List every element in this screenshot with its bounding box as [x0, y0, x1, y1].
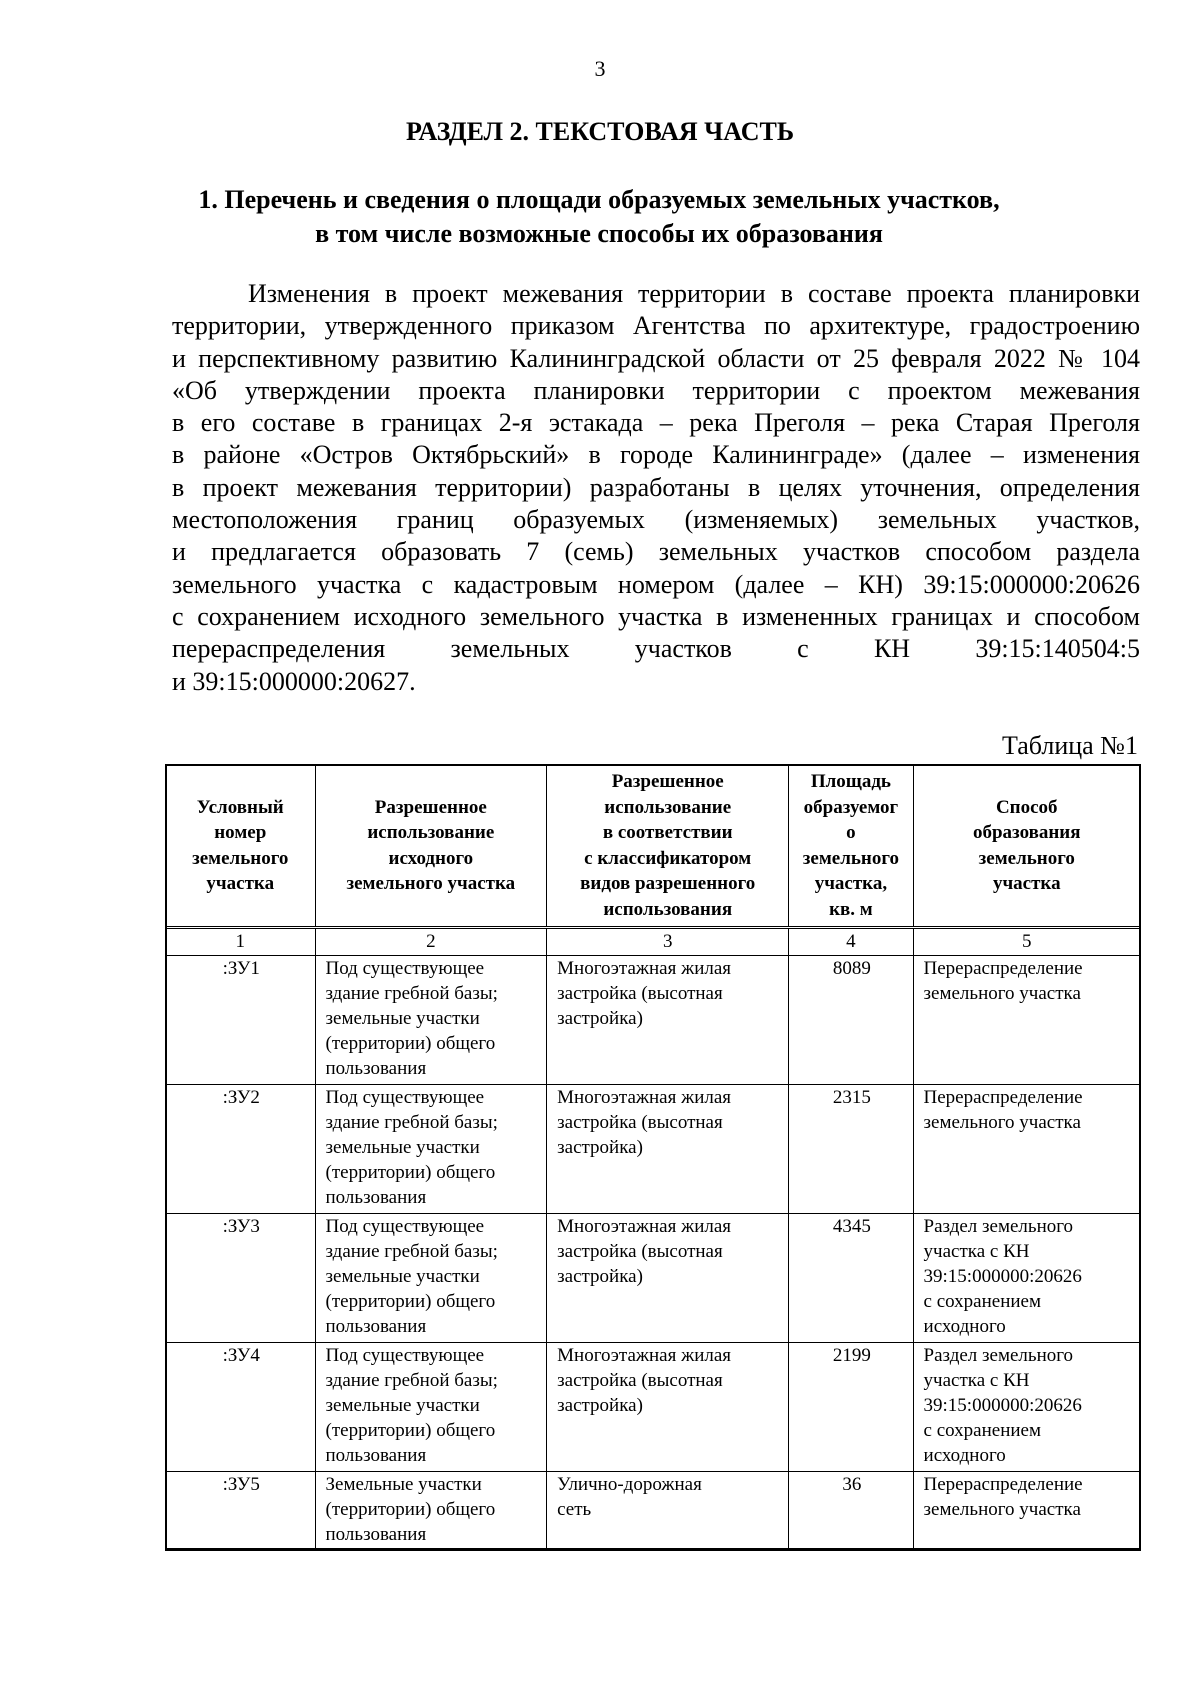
cell-line: исходного	[923, 1316, 1006, 1337]
cell-line: пользования	[325, 1445, 427, 1466]
cell-line: исходного	[388, 847, 474, 869]
paragraph-line: «Об утверждении проекта планировки территории с проектом межевания	[172, 375, 1140, 405]
cell-line: земельного	[192, 847, 289, 869]
table-row	[166, 956, 1141, 1085]
formation-method	[913, 1085, 1140, 1214]
formation-method	[913, 1214, 1140, 1343]
cell-line: Перераспределение	[923, 958, 1083, 979]
cell-line: Условный	[196, 796, 284, 818]
classifier-use	[547, 1472, 789, 1551]
formation-method	[913, 1343, 1140, 1472]
cell-line: земельного	[978, 847, 1075, 869]
plot-area: 2199	[789, 1343, 913, 1472]
cell-line: с сохранением	[923, 1420, 1042, 1441]
header-cell	[913, 765, 1140, 928]
header-cell	[789, 765, 913, 928]
cell-line: пользования	[325, 1058, 427, 1079]
section-title: РАЗДЕЛ 2. ТЕКСТОВАЯ ЧАСТЬ	[405, 117, 795, 146]
classifier-use	[547, 1343, 789, 1472]
classifier-use	[547, 956, 789, 1085]
cell-line: пользования	[325, 1524, 427, 1545]
cell-line: Способ	[995, 796, 1058, 818]
cell-line: Под существующее	[325, 1216, 485, 1237]
cell-line: видов разрешенного	[580, 873, 756, 894]
column-number: 2	[315, 928, 547, 956]
cell-line: участка с КН	[923, 1370, 1030, 1391]
cell-line: Перераспределение	[923, 1474, 1083, 1495]
cell-line: земельные участки	[325, 1395, 480, 1416]
cell-line: здание гребной базы;	[325, 983, 498, 1004]
cell-line: застройка (высотная	[557, 983, 723, 1004]
paragraph-line: и 39:15:000000:20627.	[172, 666, 416, 696]
source-use	[315, 1085, 547, 1214]
cell-line: Раздел земельного	[923, 1345, 1074, 1366]
plot-area: 8089	[789, 956, 913, 1085]
cell-line: Многоэтажная жилая	[557, 958, 732, 979]
plot-id: :ЗУ2	[166, 1085, 316, 1214]
cell-line: в соответствии	[602, 822, 733, 843]
column-number: 4	[789, 928, 913, 956]
cell-line: использования	[603, 898, 733, 920]
plot-id: :ЗУ1	[166, 956, 316, 1085]
land-plots-table	[165, 764, 1141, 1551]
body-paragraph	[172, 278, 1140, 698]
cell-line: здание гребной базы;	[325, 1112, 498, 1133]
cell-line: застройка)	[557, 1008, 643, 1029]
paragraph-line: земельного участка с кадастровым номером (далее – КН) 39:15:000000:20626	[172, 569, 1140, 599]
cell-line: Под существующее	[325, 1087, 485, 1108]
cell-line: застройка (высотная	[557, 1370, 723, 1391]
plot-id: :ЗУ4	[166, 1343, 316, 1472]
cell-line: участка,	[814, 873, 888, 894]
cell-line: образуемог	[803, 796, 899, 818]
formation-method	[913, 1472, 1140, 1551]
cell-line: земельного участка	[346, 873, 516, 894]
cell-line: застройка)	[557, 1395, 643, 1416]
cell-line: о	[846, 822, 856, 843]
classifier-use	[547, 1085, 789, 1214]
cell-line: использование	[367, 822, 495, 843]
cell-line: исходного	[923, 1445, 1006, 1466]
cell-line: Под существующее	[325, 1345, 485, 1366]
cell-line: земельные участки	[325, 1137, 480, 1158]
cell-line: Разрешенное	[374, 796, 487, 818]
header-cell	[166, 765, 316, 928]
cell-line: Раздел земельного	[923, 1216, 1074, 1237]
cell-line: с сохранением	[923, 1291, 1042, 1312]
paragraph-line: и перспективному развитию Калининградской области от 25 февраля 2022 № 104	[172, 343, 1140, 373]
subsection-title-line: 1. Перечень и сведения о площади образуемых земельных участков,	[198, 185, 1000, 214]
header-cell	[315, 765, 547, 928]
paragraph-line: территории, утвержденного приказом Агентства по архитектуре, градостроению	[172, 311, 1140, 341]
plot-area: 4345	[789, 1214, 913, 1343]
paragraph-line: перераспределения земельных участков с КН 39:15:140504:5	[172, 634, 1140, 664]
cell-line: кв. м	[829, 898, 873, 920]
table-caption: Таблица №1	[1001, 731, 1138, 760]
source-use	[315, 1472, 547, 1551]
paragraph-line: с сохранением исходного земельного участка в измененных границах и способом	[172, 601, 1140, 631]
cell-line: застройка)	[557, 1137, 643, 1158]
cell-line: пользования	[325, 1187, 427, 1208]
table-header-row	[166, 765, 1141, 928]
paragraph-line: в проект межевания территории) разработаны в целях уточнения, определения	[172, 472, 1140, 502]
source-use	[315, 1343, 547, 1472]
cell-line: Многоэтажная жилая	[557, 1345, 732, 1366]
cell-line: Разрешенное	[611, 771, 724, 792]
cell-line: Многоэтажная жилая	[557, 1216, 732, 1237]
cell-line: здание гребной базы;	[325, 1241, 498, 1262]
source-use	[315, 956, 547, 1085]
cell-line: использование	[604, 796, 732, 818]
column-number: 1	[166, 928, 316, 956]
cell-line: Перераспределение	[923, 1087, 1083, 1108]
page-number: 3	[594, 56, 606, 81]
table-row	[166, 1085, 1141, 1214]
cell-line: земельного участка	[923, 983, 1081, 1004]
cell-line: земельные участки	[325, 1008, 480, 1029]
cell-line: (территории) общего	[325, 1162, 496, 1183]
cell-line: Многоэтажная жилая	[557, 1087, 732, 1108]
cell-line: образования	[972, 822, 1081, 843]
plot-id: :ЗУ3	[166, 1214, 316, 1343]
paragraph-line: местоположения границ образуемых (изменяемых) земельных участков,	[172, 505, 1140, 535]
subsection-title	[160, 183, 1038, 251]
cell-line: номер	[214, 822, 267, 843]
plot-id: :ЗУ5	[166, 1472, 316, 1551]
column-number-row	[166, 928, 1141, 956]
paragraph-line: в его составе в границах 2-я эстакада – река Преголя – река Старая Преголя	[172, 408, 1140, 438]
table-row	[166, 1343, 1141, 1472]
cell-line: Улично-дорожная	[557, 1474, 702, 1495]
cell-line: участка с КН	[923, 1241, 1030, 1262]
cell-line: (территории) общего	[325, 1033, 496, 1054]
cell-line: 39:15:000000:20626	[923, 1395, 1082, 1416]
cell-line: (территории) общего	[325, 1291, 496, 1312]
cell-line: пользования	[325, 1316, 427, 1337]
header-cell	[547, 765, 789, 928]
cell-line: земельного участка	[923, 1112, 1081, 1133]
cell-line: Площадь	[810, 771, 891, 792]
cell-line: сеть	[557, 1499, 592, 1520]
cell-line: 39:15:000000:20626	[923, 1266, 1082, 1287]
formation-method	[913, 956, 1140, 1085]
cell-line: Земельные участки	[325, 1474, 482, 1495]
plot-area: 2315	[789, 1085, 913, 1214]
column-number: 5	[913, 928, 1140, 956]
cell-line: земельного	[802, 847, 900, 869]
table-row	[166, 1472, 1141, 1551]
table-row	[166, 1214, 1141, 1343]
source-use	[315, 1214, 547, 1343]
cell-line: (территории) общего	[325, 1420, 496, 1441]
paragraph-line: и предлагается образовать 7 (семь) земельных участков способом раздела	[172, 537, 1140, 567]
subsection-title-line: в том числе возможные способы их образования	[315, 219, 883, 248]
cell-line: участка	[992, 873, 1061, 894]
cell-line: с классификатором	[584, 847, 752, 869]
plot-area: 36	[789, 1472, 913, 1551]
column-number: 3	[547, 928, 789, 956]
cell-line: (территории) общего	[325, 1499, 496, 1520]
cell-line: застройка)	[557, 1266, 643, 1287]
cell-line: участка	[206, 873, 275, 894]
cell-line: земельные участки	[325, 1266, 480, 1287]
paragraph-line: в районе «Остров Октябрьский» в городе Калининграде» (далее – изменения	[172, 440, 1140, 470]
classifier-use	[547, 1214, 789, 1343]
paragraph-line: Изменения в проект межевания территории в составе проекта планировки	[248, 279, 1140, 308]
cell-line: застройка (высотная	[557, 1241, 723, 1262]
cell-line: земельного участка	[923, 1499, 1081, 1520]
cell-line: Под существующее	[325, 958, 485, 979]
cell-line: здание гребной базы;	[325, 1370, 498, 1391]
cell-line: застройка (высотная	[557, 1112, 723, 1133]
